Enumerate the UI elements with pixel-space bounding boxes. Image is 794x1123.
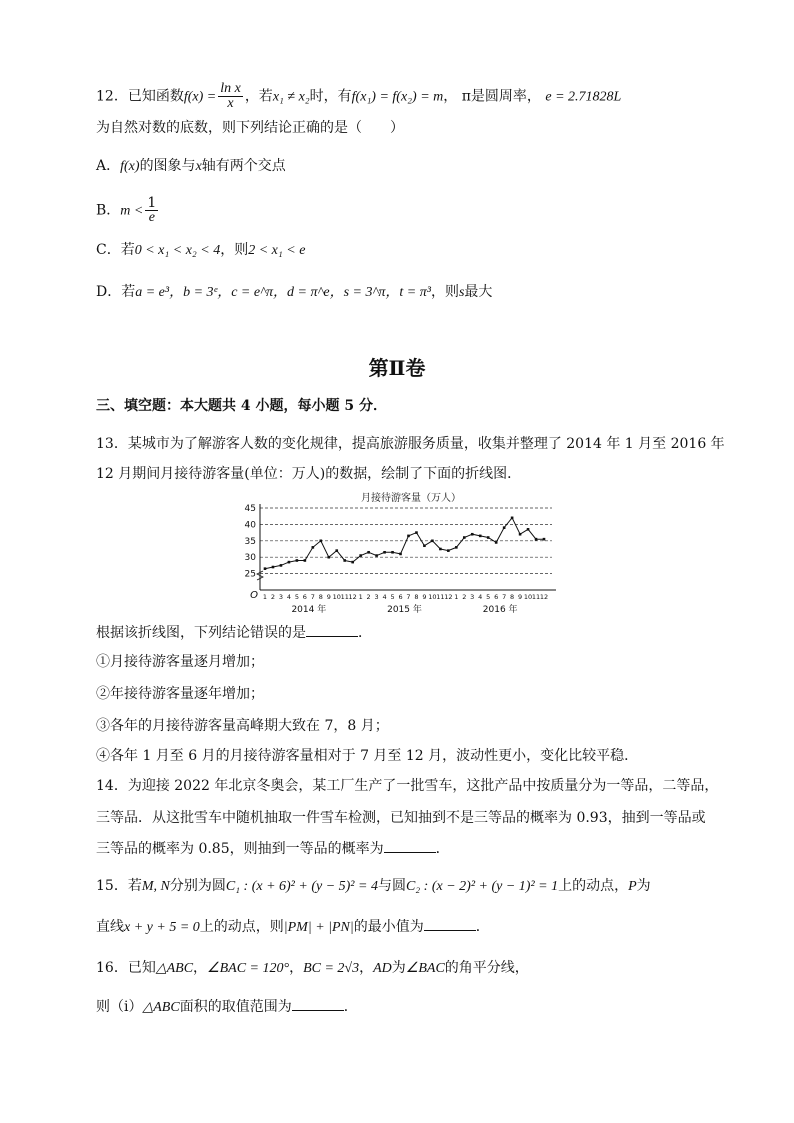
x-tick-label: 5 [390, 593, 395, 601]
data-point [367, 551, 370, 554]
q15-text-d: 上的动点， [558, 878, 629, 894]
q14-line2: 三等品．从这批雪车中随机抽取一件雪车检测，已知抽到不是三等品的概率为 0.93，抽到一等品或 [96, 810, 706, 826]
data-point [431, 540, 434, 543]
x-tick-label: 8 [414, 593, 419, 601]
x-tick-label: 12 [444, 593, 453, 601]
q12-option-b-label: B． [96, 202, 121, 219]
x-tick-label: 6 [494, 593, 499, 601]
x-tick-label: 5 [486, 593, 491, 601]
q16-text-d: ， [359, 960, 374, 976]
q15-text-f: 直线 [96, 919, 124, 935]
year-label: 2016 年 [482, 605, 518, 615]
data-point [471, 533, 474, 536]
x-tick-label: 3 [278, 593, 284, 601]
q12-line1 [96, 82, 621, 111]
q15-line1 [96, 876, 651, 897]
q12-option-d [96, 282, 492, 303]
q15-math-b: C₁ : (x + 6)² + (y − 5)² = 4 [225, 879, 378, 894]
data-point [479, 535, 482, 538]
q12-option-b-math: m < [120, 203, 144, 219]
q12-option-a-text2: 轴有两个交点 [201, 158, 286, 174]
q16-text-f: 的角平分线， [444, 960, 529, 976]
y-tick-label: 40 [244, 520, 256, 531]
q12-number: 12．已知函数 [96, 88, 184, 105]
chart-title: 月接待游客量（万人） [361, 493, 461, 504]
data-point [527, 528, 530, 531]
q14-answer-blank[interactable] [384, 838, 436, 853]
x-tick-label: 8 [510, 593, 515, 601]
data-point [407, 535, 410, 538]
q12-option-c [96, 240, 305, 261]
q16-math-d: AD [373, 961, 392, 976]
x-tick-label: 2 [270, 593, 276, 601]
data-point [272, 566, 275, 569]
q16-text-b: ， [193, 960, 208, 976]
q12-option-a-text1: 的图象与 [139, 158, 196, 174]
q13-question-end: ． [358, 625, 372, 641]
visitor-line-chart [236, 488, 566, 616]
q12-option-a [96, 156, 286, 177]
q16-math-c: BC = 2√3 [303, 961, 360, 976]
q12-function-left: f(x) = [183, 89, 217, 105]
data-point [351, 561, 354, 564]
q16-text-a: 16．已知 [96, 960, 156, 976]
q12-option-a-math: f(x) [120, 159, 140, 174]
q12-option-d-text1: ，则 [430, 284, 459, 300]
q13-statement-1: ①月接待游客量逐月增加； [96, 654, 264, 670]
data-point [487, 536, 490, 539]
data-point [296, 559, 299, 562]
q16-math-f: △ABC [142, 1000, 180, 1015]
data-point [312, 546, 315, 549]
series-line [265, 518, 544, 569]
q12-fraction-numerator: ln x [220, 81, 241, 96]
section-title: 第Ⅱ卷 [368, 356, 426, 380]
x-tick-label: 1 [262, 593, 268, 601]
q12-math-a: x₁ ≠ x₂ [272, 89, 310, 105]
q16-text-end: ． [343, 999, 358, 1015]
q12-fraction-denominator: x [227, 96, 234, 111]
q13-statement-4: ④各年 1 月至 6 月的月接待游客量相对于 7 月至 12 月，波动性更小，变化比较平稳． [96, 748, 639, 764]
q12-option-d-label: D．若 [96, 284, 136, 300]
x-tick-label: 2 [366, 593, 371, 601]
q12-option-a-var: x [195, 159, 202, 174]
q15-text-e: 为 [636, 878, 651, 894]
q16-text-g: 则（i） [96, 999, 143, 1015]
x-tick-label: 4 [478, 593, 483, 601]
data-point [455, 546, 458, 549]
data-point [343, 559, 346, 562]
q16-text-h: 面积的取值范围为 [179, 999, 292, 1015]
x-tick-label: 12 [348, 593, 357, 601]
q12-option-d-text2: 最大 [464, 284, 493, 300]
q13-line1: 13．某城市为了解游客人数的变化规律，提高旅游服务质量，收集并整理了 2014 年 1 月至 2016 年 [96, 436, 725, 452]
x-tick-label: 9 [518, 593, 523, 601]
data-point [503, 526, 506, 529]
q13-answer-blank[interactable] [306, 622, 358, 637]
x-tick-label: 10 [428, 593, 437, 601]
q13-question-line [96, 622, 372, 643]
q16-math-a: △ABC [155, 961, 194, 976]
q16-math-b: ∠BAC = 120° [207, 961, 290, 976]
q12-option-b-numerator: 1 [147, 195, 157, 211]
q14-line3-end: ． [435, 841, 450, 857]
fill-in-heading: 三、填空题：本大题共 4 小题，每小题 5 分． [96, 398, 387, 414]
x-tick-label: 11 [340, 593, 349, 601]
data-point [423, 544, 426, 547]
x-tick-label: 7 [406, 593, 411, 601]
q12-line2: 为自然对数的底数，则下列结论正确的是（ ） [96, 120, 404, 136]
q12-fraction [218, 82, 243, 111]
data-point [495, 541, 498, 544]
data-point [288, 561, 291, 564]
q15-answer-blank[interactable] [424, 916, 476, 931]
q12-math-b: f(x₁) = f(x₂) = m [351, 89, 444, 105]
data-point [511, 517, 514, 520]
data-point [463, 536, 466, 539]
data-point [383, 551, 386, 554]
x-tick-label: 2 [462, 593, 467, 601]
q13-question-text: 根据该折线图，下列结论错误的是 [96, 625, 306, 641]
q13-statement-2: ②年接待游客量逐年增加； [96, 686, 264, 702]
q12-option-c-math1: 0 < x₁ < x₂ < 4 [134, 243, 221, 258]
data-point [399, 553, 402, 556]
data-point [359, 554, 362, 557]
data-point [335, 549, 338, 552]
data-point [280, 564, 283, 567]
x-tick-label: 12 [539, 593, 549, 601]
q15-math-c: C₂ : (x − 2)² + (y − 1)² = 1 [405, 879, 559, 894]
q15-text-a: 15．若 [96, 878, 142, 894]
x-tick-label: 9 [326, 593, 331, 601]
q15-text-end: ． [475, 919, 490, 935]
q14-line1: 14．为迎接 2022 年北京冬奥会，某工厂生产了一批雪车，这批产品中按质量分为一等品，二等品， [96, 778, 719, 794]
q12-option-d-var: s [458, 285, 465, 300]
q16-text-c: ， [289, 960, 304, 976]
data-point [375, 554, 378, 557]
q15-line2 [96, 916, 490, 938]
x-tick-label: 3 [470, 593, 475, 601]
q12-option-c-math2: 2 < x₁ < e [248, 243, 306, 258]
x-tick-label: 3 [374, 593, 379, 601]
year-label: 2015 年 [387, 605, 422, 615]
data-point [447, 549, 450, 552]
q15-math-a: M, N [141, 879, 170, 894]
q12-text-c: ， [443, 88, 458, 105]
q15-math-e: x + y + 5 = 0 [124, 920, 200, 935]
q15-math-f: |PM| + |PN| [283, 920, 354, 935]
y-tick-label: 25 [244, 569, 256, 580]
x-tick-label: 10 [332, 593, 341, 601]
q15-text-c: 与圆 [377, 878, 406, 894]
data-point [543, 538, 546, 541]
q14-line3 [96, 838, 450, 859]
y-tick-label: 35 [244, 536, 256, 547]
x-tick-label: 7 [502, 593, 507, 601]
x-tick-label: 10 [523, 593, 533, 601]
q12-option-c-label: C．若 [96, 242, 135, 258]
x-tick-label: 11 [531, 593, 541, 601]
x-tick-label: 4 [286, 593, 291, 601]
data-point [391, 551, 394, 554]
data-point [304, 559, 307, 562]
data-point [439, 548, 442, 551]
q12-math-c: e = 2.71828L [545, 89, 622, 105]
data-point [327, 556, 330, 559]
q16-line1 [96, 958, 529, 979]
origin-label: O [250, 590, 258, 601]
x-tick-label: 6 [302, 593, 307, 601]
q12-text-b: 时，有 [309, 88, 352, 105]
x-tick-label: 5 [294, 593, 299, 601]
q12-option-b-fraction [145, 196, 158, 225]
q12-option-b-denominator: e [148, 210, 155, 225]
q13-line2: 12 月期间月接待游客量(单位：万人)的数据，绘制了下面的折线图． [96, 466, 522, 482]
x-tick-label: 11 [436, 593, 445, 601]
x-tick-label: 9 [422, 593, 427, 601]
data-point [415, 531, 418, 534]
y-axis-break-mark [257, 571, 263, 580]
q14-line3-text: 三等品的概率为 0.85，则抽到一等品的概率为 [96, 841, 384, 857]
q16-math-e: ∠BAC [405, 961, 445, 976]
q16-answer-blank[interactable] [292, 996, 344, 1011]
x-tick-label: 1 [358, 593, 363, 601]
q16-text-e: 为 [391, 960, 406, 976]
x-tick-label: 4 [382, 593, 387, 601]
q12-option-d-math: a = e³，b = 3ᵉ，c = e^π，d = π^e，s = 3^π，t = π³ [135, 285, 431, 300]
x-tick-label: 7 [310, 593, 315, 601]
x-tick-label: 6 [398, 593, 403, 601]
chart-svg [236, 488, 566, 616]
q13-statement-3: ③各年的月接待游客量高峰期大致在 7，8 月； [96, 718, 389, 734]
data-point [264, 567, 267, 570]
q12-text-a: ，若 [244, 88, 273, 105]
q12-option-b [96, 196, 160, 225]
y-tick-label: 30 [244, 553, 256, 564]
data-point [519, 533, 522, 536]
q12-option-a-label: A． [96, 158, 121, 174]
x-tick-label: 1 [454, 593, 459, 601]
q16-line2 [96, 996, 358, 1018]
q15-text-b: 分别为圆 [169, 878, 226, 894]
q12-text-d: π是圆周率， [461, 88, 541, 105]
q12-option-c-text: ，则 [220, 242, 249, 258]
q15-text-g: 上的动点，则 [199, 919, 284, 935]
y-tick-label: 45 [244, 504, 256, 514]
q15-math-d: P [628, 879, 637, 894]
data-point [535, 538, 538, 541]
year-label: 2014 年 [291, 605, 327, 615]
data-point [320, 540, 323, 543]
x-tick-label: 8 [318, 593, 323, 601]
q15-text-h: 的最小值为 [353, 919, 424, 935]
